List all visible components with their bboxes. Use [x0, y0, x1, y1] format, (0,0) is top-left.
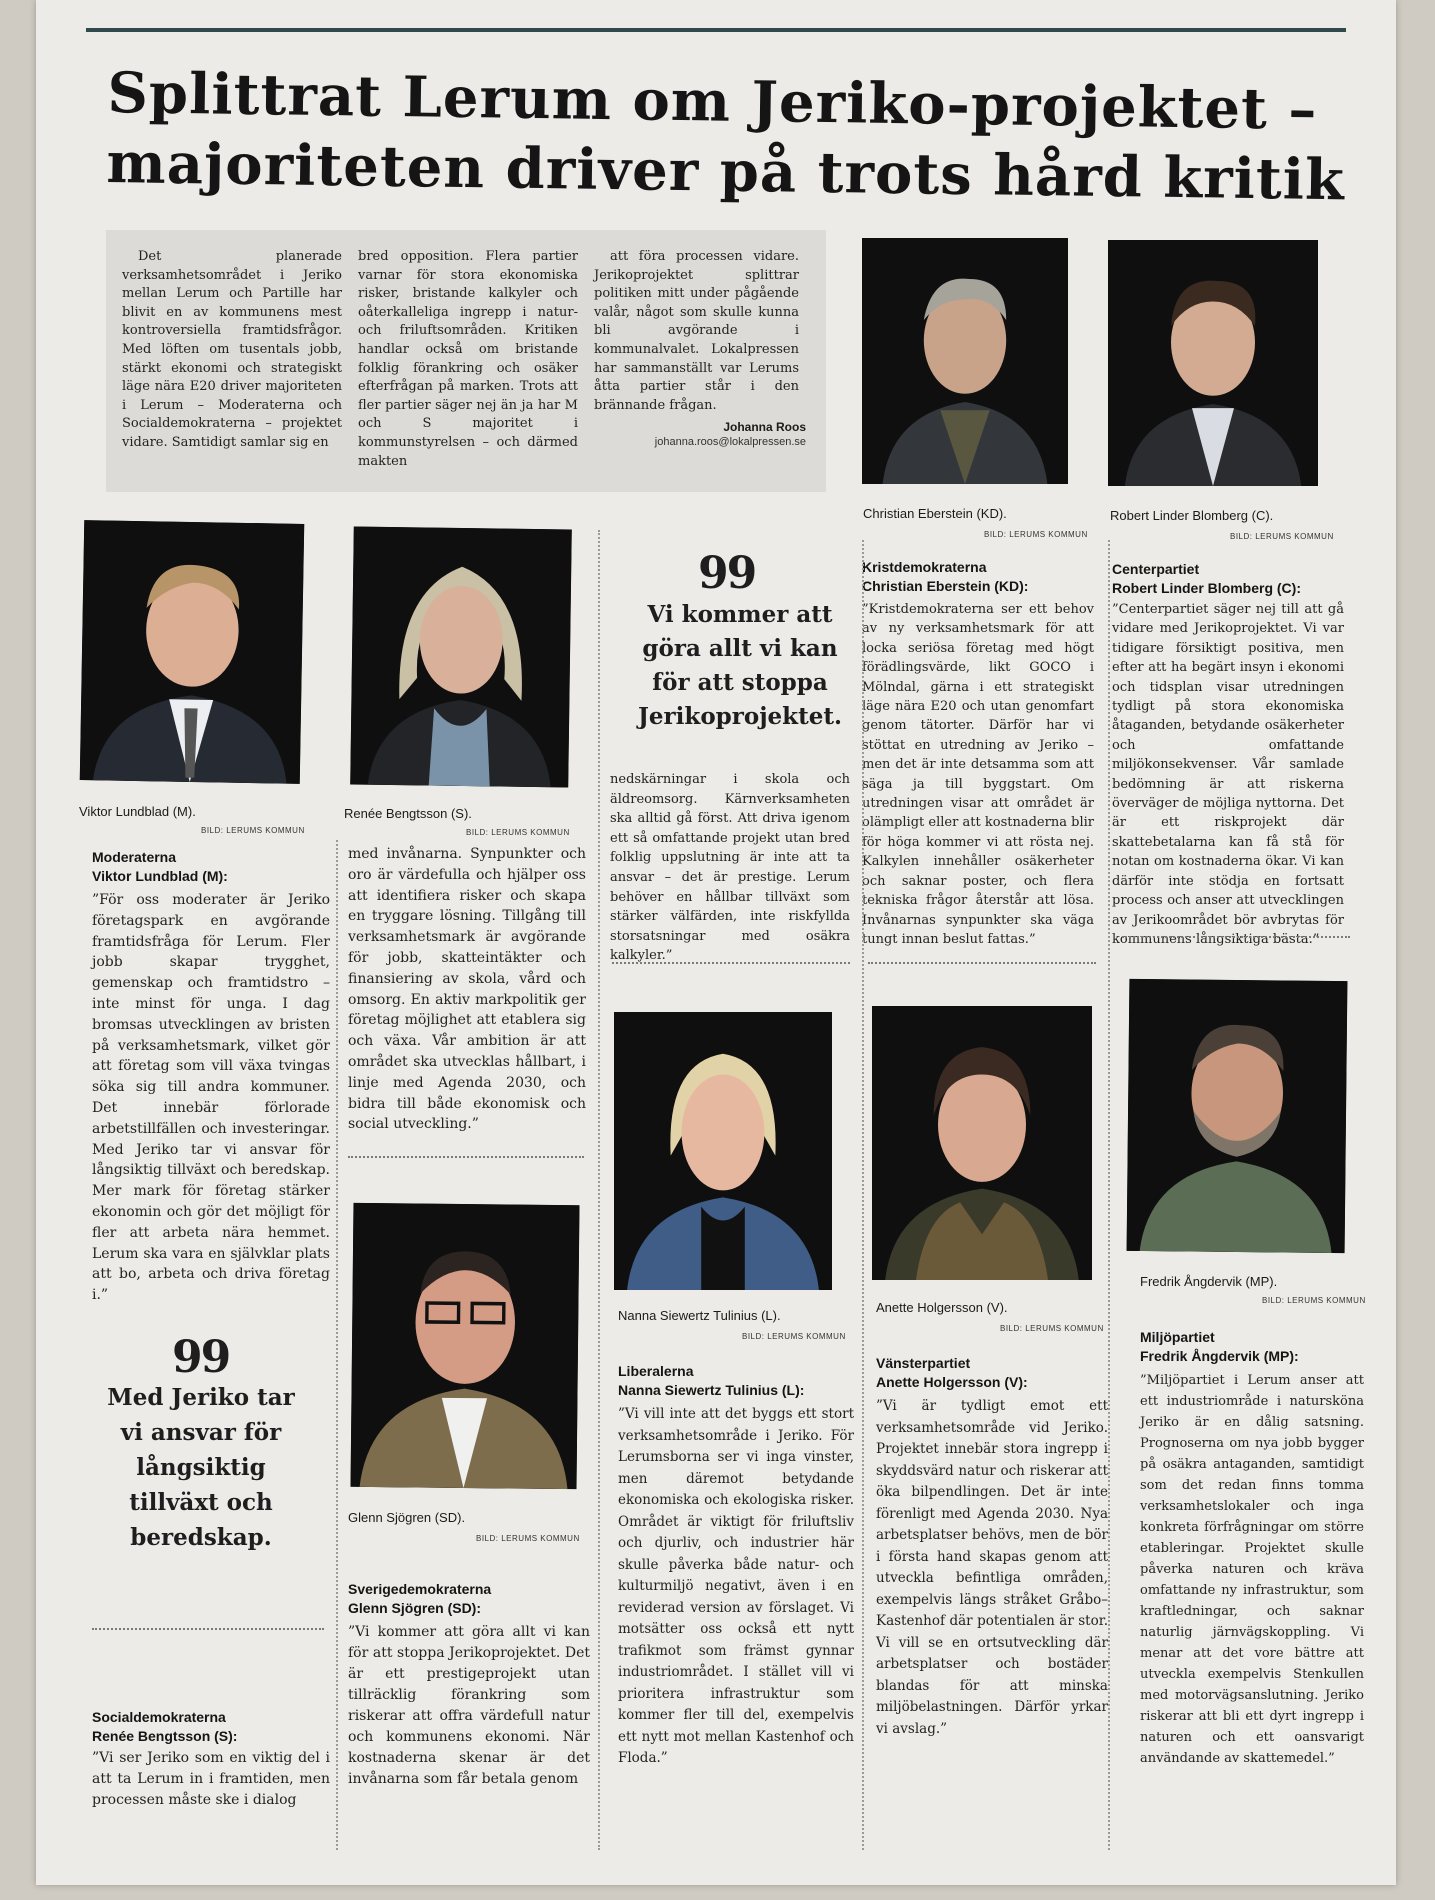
party-name: Kristdemokraterna	[862, 559, 987, 575]
column-divider	[1108, 540, 1110, 1850]
photo-anette-holgersson	[872, 1006, 1092, 1280]
credit-v: BILD: LERUMS KOMMUN	[1000, 1324, 1104, 1333]
portrait-icon	[1127, 979, 1348, 1253]
caption-sd: Glenn Sjögren (SD).	[348, 1510, 466, 1525]
photo-fredrik-angdervik	[1127, 979, 1348, 1253]
author-email[interactable]: johanna.roos@lokalpressen.se	[654, 436, 806, 448]
credit-mp: BILD: LERUMS KOMMUN	[1262, 1296, 1366, 1305]
politician-name: Nanna Siewertz Tulinius (L):	[618, 1382, 805, 1398]
party-name: Vänsterpartiet	[876, 1355, 971, 1371]
top-rule	[86, 28, 1346, 32]
section-text-s: ”Vi ser Jeriko som en viktig del i att ta Lerum in i framtiden, men processen måste ske i dialog	[92, 1750, 330, 1808]
pull-quote-m: Med Jeriko tar vi ansvar för långsiktig tillväxt och beredskap.	[107, 1384, 295, 1551]
politician-name: Viktor Lundblad (M):	[92, 868, 228, 884]
section-text-m: ”För oss moderater är Jeriko företagspark en avgörande framtidsfråga för Lerum. Fler jobb skapar trygghet, gemenskap och framtidstro – inte minst för unga. I dag bromsas utvecklingen av bristen på verksamhetsmark, vilket gör att företag som vill växa tvingas söka sig till andra kommuner. Det innebär förlorade arbetstillfällen och investeringar. Med Jeriko tar vi ansvar för långsiktig tillväxt och beredskap. Mer mark för företag stärker ekonomin och gör det möjligt för fler att arbeta nära hemmet. Lerum ska vara en självklar plats att bo, arbeta och driva företag i.”	[92, 892, 330, 1304]
photo-renee-bengtsson	[350, 526, 572, 787]
quote-mark-icon: 99	[172, 1332, 230, 1383]
section-text-m-continued: med invånarna. Synpunkter och oro är värdefulla och hjälper oss att identifiera risker och skapa en tryggare lösning. Tillgång till verksamhetsmark är avgörande för jobb, skatteintäkter och finansiering av skola, vård och omsorg. En aktiv markpolitik ger företag möjlighet att etablera sig och växa. Vår ambition är att området ska utvecklas hållbart, i linje med Agenda 2030, och bidra till både ekonomisk och social utveckling.”	[348, 846, 586, 1133]
caption-mp: Fredrik Ångdervik (MP).	[1140, 1274, 1278, 1289]
section-heading-c	[1112, 560, 1342, 598]
headline	[106, 58, 1378, 216]
politician-name: Christian Eberstein (KD):	[862, 578, 1029, 594]
caption-s: Renée Bengtsson (S).	[344, 806, 472, 821]
party-name: Liberalerna	[618, 1363, 694, 1379]
headline-line-1: Splittrat Lerum om Jeriko-projektet –	[107, 59, 1318, 143]
politician-name: Anette Holgersson (V):	[876, 1374, 1028, 1390]
photo-robert-linder-blomberg	[1108, 240, 1318, 486]
portrait-icon	[872, 1006, 1092, 1280]
section-text-v: ”Vi är tydligt emot ett verksamhetsområde vid Jeriko. Projektet innebär stora ingrepp i skyddsvärd natur och riskerar att öka bilpendlingen. Det är inte förenligt med Agenda 2030. Nya arbetsplatser behövs, men de bör i första hand skapas genom att utveckla befintliga områden, exempelvis längs stråket Gråbo–Kastenhof där potentialen är stor. Vi vill se en ortsutveckling där arbetsplatser och bostäder blandas för att minska miljöbelastningen. Därför yrkar vi avslag.”	[876, 1398, 1108, 1737]
headline-line-2: majoriteten driver på trots hård kritik	[106, 129, 1346, 214]
credit-kd: BILD: LERUMS KOMMUN	[984, 530, 1088, 539]
credit-l: BILD: LERUMS KOMMUN	[742, 1332, 846, 1341]
section-text-sd-continued: nedskärningar i skola och äldreomsorg. Kärnverksamheten ska alltid gå först. Att driva igenom ett så omfattande projekt utan bred folklig uppslutning är inte att ta ansvar – det är prestige. Lerum behöver en hållbar tillväxt som stärker välfärden, inte riskfyllda storsatsningar med osäkra kalkyler.”	[610, 772, 850, 964]
portrait-icon	[350, 526, 572, 787]
divider	[868, 962, 1096, 964]
photo-christian-eberstein	[862, 238, 1068, 484]
section-heading-s	[92, 1708, 322, 1746]
party-name: Miljöpartiet	[1140, 1329, 1215, 1345]
portrait-icon	[1108, 240, 1318, 486]
divider	[612, 962, 850, 964]
photo-viktor-lundblad	[80, 520, 305, 784]
section-heading-sd	[348, 1580, 588, 1618]
column-divider	[598, 530, 600, 1850]
party-name: Socialdemokraterna	[92, 1709, 226, 1725]
portrait-icon	[351, 1203, 580, 1489]
section-heading-mp	[1140, 1328, 1380, 1366]
caption-v: Anette Holgersson (V).	[876, 1300, 1008, 1315]
ingress-col-1: Det planerade verksamhetsområdet i Jeriko mellan Lerum och Partille har blivit en av kommunens mest kontroversiella framtidsfrågor. Med löften om tusentals jobb, stärkt ekonomi och strategiskt läge nära E20 driver majoriteten i Lerum – Moderaterna och Socialdemokraterna – projektet vidare. Samtidigt samlar sig en	[122, 249, 342, 450]
credit-m: BILD: LERUMS KOMMUN	[201, 826, 305, 835]
author-name: Johanna Roos	[723, 420, 806, 434]
section-text-c: ”Centerpartiet säger nej till att gå vidare med Jerikoprojektet. Vi var tidigare försiktigt positiva, men efter att ha begärt insyn i ekonomi och tidsplan visar utredningen tydligt på stora ekonomiska åtaganden, betydande osäkerheter och omfattande miljökonsekvenser. Vår samlade bedömning är att riskerna överväger de möjliga nyttorna. Det är ett riskprojekt där skattebetalarna kan få stå för notan om kostnaderna ökar. Vi kan därför inte stödja en fortsatt process och anser att utvecklingen av Jerikoområdet bör avbrytas för kommunens långsiktiga bästa.”	[1112, 602, 1344, 947]
section-text-mp: ”Miljöpartiet i Lerum anser att ett industriområde i natursköna Jeriko är en dålig satsning. Prognoserna om nya jobb bygger på osäkra antaganden, samtidigt som det redan finns tomma verksamhetslokaler och inga konkreta förfrågningar om större etableringar. Projektet skulle påverka naturen och kräva omfattande ny infrastruktur, som kraftledningar, och saknar naturlig järnvägskoppling. Vi menar att det vore bättre att utveckla exempelvis Stenkullen med motorvägsanslutning. Jeriko riskerar att bli ett dyrt ingrepp i naturen och ett oansvarigt användande av skattemedel.”	[1140, 1373, 1364, 1766]
politician-name: Glenn Sjögren (SD):	[348, 1600, 481, 1616]
section-heading-m	[92, 848, 322, 886]
caption-l: Nanna Siewertz Tulinius (L).	[618, 1308, 781, 1323]
credit-sd: BILD: LERUMS KOMMUN	[476, 1534, 580, 1543]
section-text-kd: ”Kristdemokraterna ser ett behov av ny verksamhetsmark för att locka seriösa företag med högt förädlingsvärde, likt GOCO i Mölndal, gärna i ett strategiskt läge nära E20 och utan genomfart genom tätorter. Därför har vi stöttat en utredning av Jeriko – men det är inte detsamma som att säga ja till byggstart. Om utredningen visar att området är olämpligt eller att kostnaderna blir för höga kommer vi att rösta nej. Kalkylen innehåller osäkerheter och saknar poster, och flera tekniska frågor återstår att lösa. Invånarnas synpunkter ska väga tungt innan beslut fattas.”	[862, 602, 1094, 947]
section-heading-v	[876, 1354, 1116, 1392]
column-divider	[336, 840, 338, 1850]
section-text-sd: ”Vi kommer att göra allt vi kan för att stoppa Jerikoprojektet. Det är ett prestigeprojekt utan tillräcklig förankring som riskerar att offra värdefull natur och kommunens ekonomi. När kostnaderna skenar är det invånarna som får betala genom	[348, 1624, 590, 1787]
photo-nanna-siewertz-tulinius	[614, 1012, 832, 1290]
credit-s: BILD: LERUMS KOMMUN	[466, 828, 570, 837]
ingress-col-2: bred opposition. Flera partier varnar för stora ekonomiska risker, bristande kalkyler och oåterkalleliga ingrepp i natur- och friluftsområden. Kritiken handlar också om bristande folklig förankring och osäker efterfrågan på marken. Trots att fler partier säger nej än ja har M och S majoritet i kommunstyrelsen – och därmed makten	[358, 249, 578, 469]
newspaper-page	[36, 0, 1396, 1885]
portrait-icon	[80, 520, 305, 784]
section-heading-l	[618, 1362, 858, 1400]
politician-name: Robert Linder Blomberg (C):	[1112, 580, 1301, 596]
party-name: Centerpartiet	[1112, 561, 1200, 577]
byline	[616, 420, 806, 448]
party-name: Moderaterna	[92, 849, 177, 865]
portrait-icon	[614, 1012, 832, 1290]
column-divider	[862, 540, 864, 1850]
politician-name: Fredrik Ångdervik (MP):	[1140, 1348, 1299, 1364]
politician-name: Renée Bengtsson (S):	[92, 1728, 238, 1744]
ingress-box	[106, 230, 826, 492]
caption-m: Viktor Lundblad (M).	[79, 804, 196, 819]
quote-mark-icon: 99	[698, 548, 756, 599]
caption-c: Robert Linder Blomberg (C).	[1110, 508, 1274, 523]
divider	[1122, 936, 1350, 938]
divider	[348, 1156, 584, 1158]
portrait-icon	[862, 238, 1068, 484]
credit-c: BILD: LERUMS KOMMUN	[1230, 532, 1334, 541]
party-name: Sverigedemokraterna	[348, 1581, 492, 1597]
ingress-col-3: att föra processen vidare. Jerikoprojektet splittrar politiken mitt under pågående valår, något som skulle kunna bli avgörande i kommunalvalet. Lokalpressen har sammanställt var Lerums åtta partier står i den brännande frågan.	[594, 249, 799, 413]
pull-quote-sd: Vi kommer att göra allt vi kan för att stoppa Jerikoprojektet.	[638, 601, 842, 730]
section-heading-kd	[862, 558, 1092, 596]
caption-kd: Christian Eberstein (KD).	[863, 506, 1007, 521]
section-text-l: ”Vi vill inte att det byggs ett stort verksamhetsområde i Jeriko. För Lerumsborna ser vi inga vinster, men däremot betydande ekonomiska och ekologiska risker. Området är viktigt för friluftsliv och djurliv, och industrier här skulle påverka både natur- och kulturmiljö negativt, även i en reviderad version av förslaget. Vi motsätter oss också ett nytt trafikmot som främst gynnar industriområdet. I stället vill vi prioritera infrastruktur som kommer fler till del, exempelvis ett nytt mot mellan Kastenhof och Floda.”	[618, 1406, 854, 1766]
photo-glenn-sjogren	[351, 1203, 580, 1489]
divider	[92, 1628, 324, 1630]
